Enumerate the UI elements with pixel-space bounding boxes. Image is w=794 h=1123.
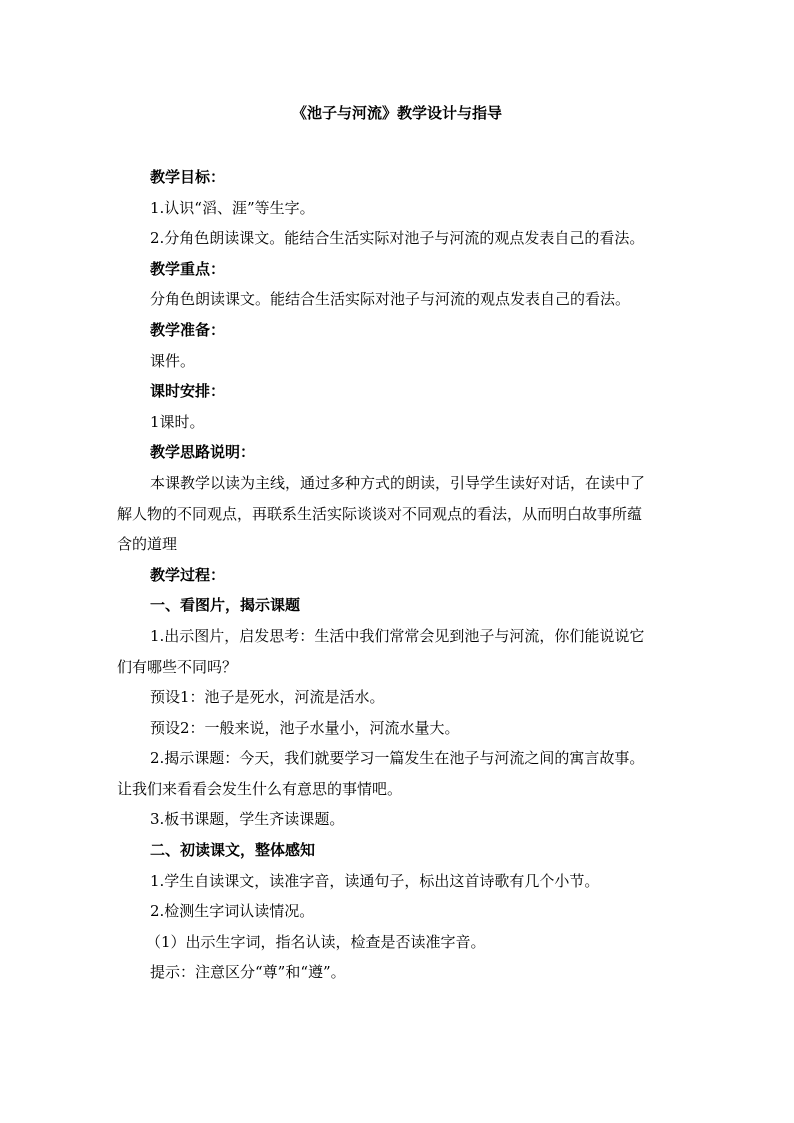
process-heading: 教学过程：	[150, 565, 226, 584]
approach-line: 解人物的不同观点，再联系生活实际谈谈对不同观点的看法，从而明白故事所蕴	[117, 504, 643, 523]
process-step: 们有哪些不同吗？	[117, 657, 238, 676]
hint-text: 提示：注意区分“尊”和“遵”。	[150, 963, 346, 982]
process-substep: （1）出示生字词，指名认读，检查是否读准字音。	[146, 932, 486, 951]
key-points-heading: 教学重点：	[150, 259, 226, 278]
section-heading: 二、初读课文，整体感知	[150, 841, 316, 860]
schedule-heading: 课时安排：	[150, 382, 226, 401]
process-step: 让我们来看看会发生什么有意思的事情吧。	[117, 779, 403, 798]
approach-line: 含的道理	[117, 535, 178, 554]
key-points-text: 分角色朗读课文。能结合生活实际对池子与河流的观点发表自己的看法。	[150, 290, 631, 309]
process-step: 1.学生自读课文，读准字音，读通句子，标出这首诗歌有几个小节。	[150, 871, 600, 890]
process-step: 2.检测生字词认读情况。	[150, 902, 315, 921]
goal-item: 1.认识“滔、涯”等生字。	[150, 198, 315, 217]
document-body	[117, 162, 681, 988]
preparation-text: 课件。	[150, 351, 196, 370]
preset-answer: 预设2：一般来说，池子水量小，河流水量大。	[150, 718, 460, 737]
document-title: 《池子与河流》教学设计与指导	[291, 104, 502, 122]
goals-heading: 教学目标：	[150, 168, 226, 186]
approach-heading: 教学思路说明：	[150, 443, 256, 462]
preparation-heading: 教学准备：	[150, 320, 226, 339]
schedule-text: 1课时。	[150, 412, 205, 431]
process-step: 1.出示图片，启发思考：生活中我们常常会见到池子与河流，你们能说说它	[150, 626, 645, 645]
section-heading: 一、看图片，揭示课题	[150, 596, 301, 615]
approach-line: 本课教学以读为主线，通过多种方式的朗读，引导学生读好对话，在读中了	[150, 473, 646, 492]
preset-answer: 预设1：池子是死水，河流是活水。	[150, 688, 385, 707]
process-step: 3.板书课题，学生齐读课题。	[150, 810, 345, 829]
goal-item: 2.分角色朗读课文。能结合生活实际对池子与河流的观点发表自己的看法。	[150, 229, 645, 248]
process-step: 2.揭示课题：今天，我们就要学习一篇发生在池子与河流之间的寓言故事。	[150, 749, 645, 768]
